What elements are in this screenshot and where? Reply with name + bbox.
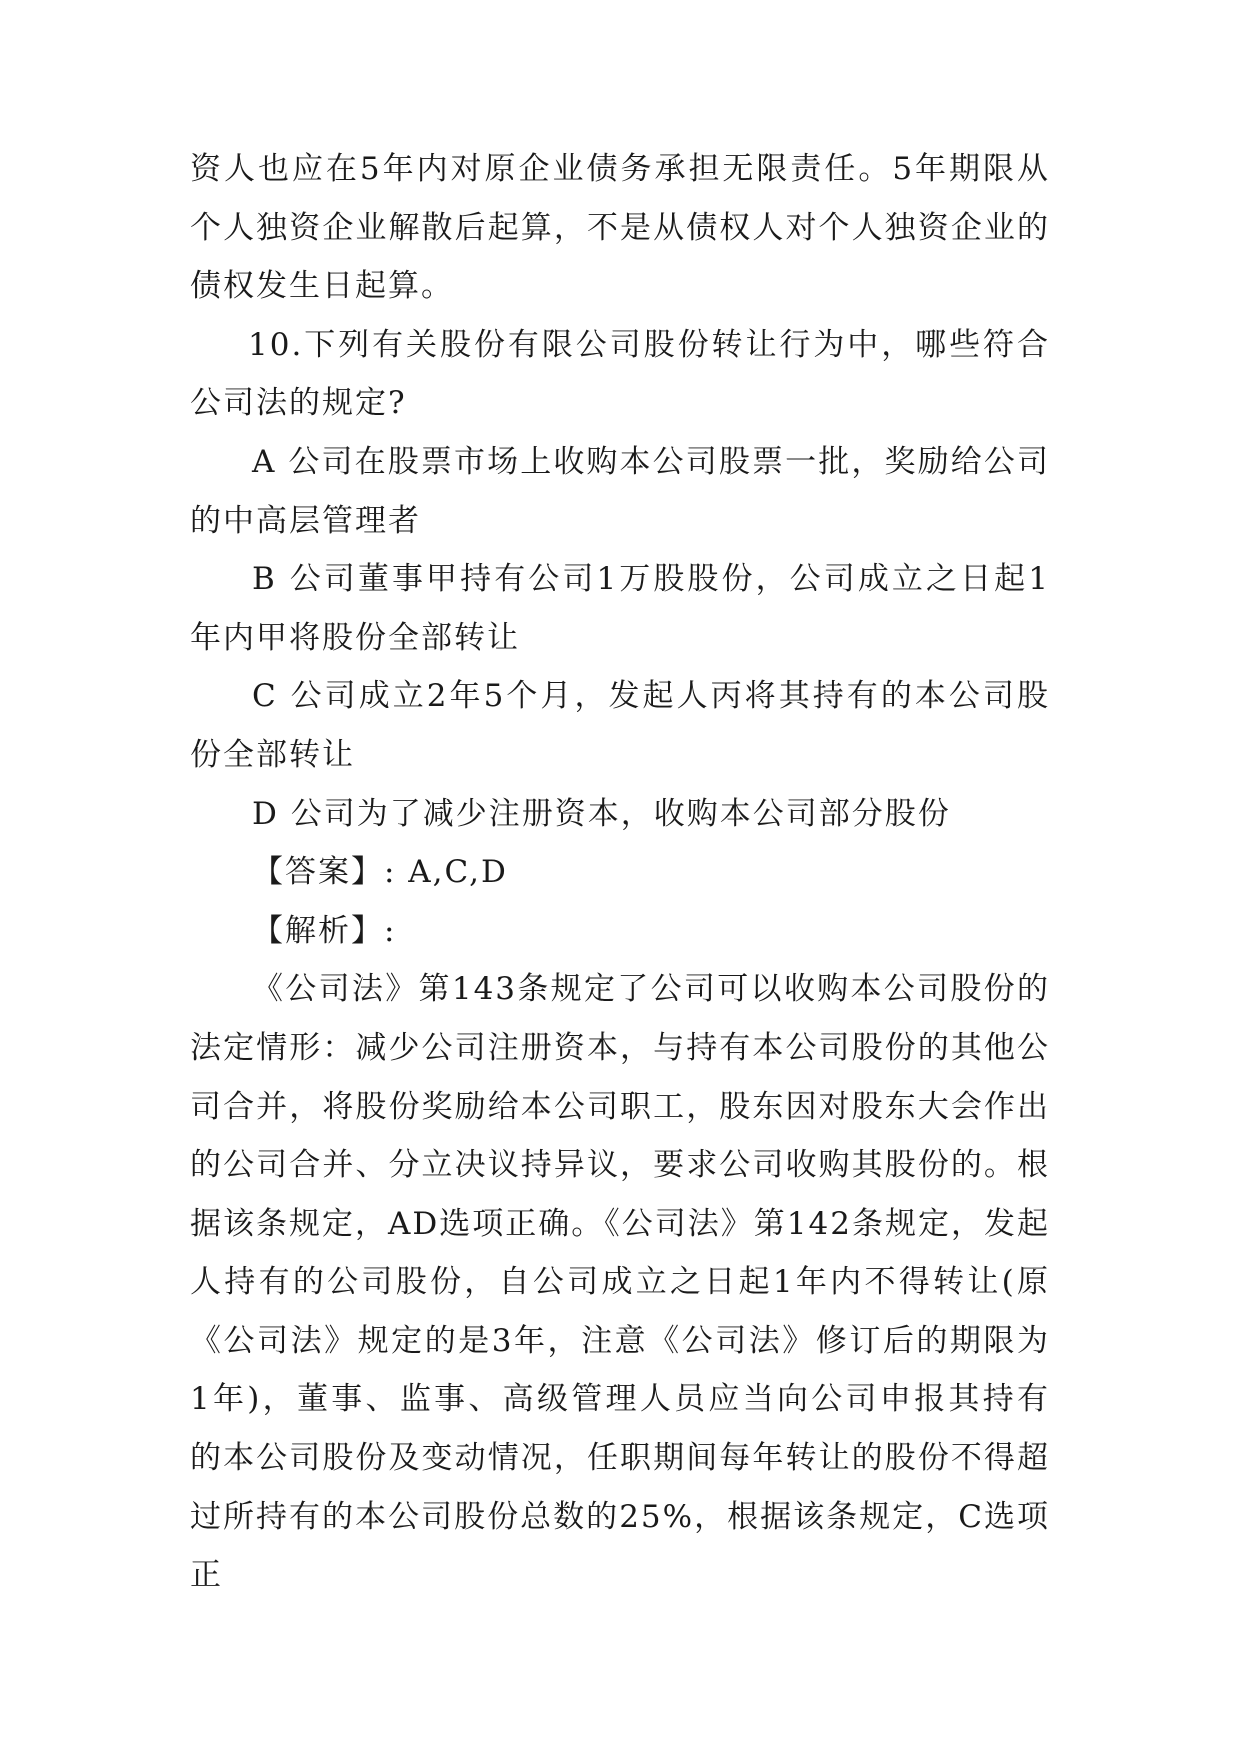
analysis-heading: 【解析】: [252,912,397,949]
answer-line: 【答案】: A,C,D [252,854,508,891]
analysis-body: 《公司法》第143条规定了公司可以收购本公司股份的法定情形：减少公司注册资本，与持有本公司股份的其他公司合并，将股份奖励给本公司职工，股东因对股东大会作出的公司合并、分立决议持异议，要求公司收购其股份的。根据该条规定，AD选项正确。《公司法》第142条规定，发起人持有的公司股份，自公司成立之日起1年内不得转让(原《公司法》规定的是3年，注意《公司法》修订后的期限为1年)，董事、监事、高级管理人员应当向公司申报其持有的本公司股份及变动情况，任职期间每年转让的股份不得超过所持有的本公司股份总数的25%，根据该条规定，C选项正 [190,971,1050,1594]
option-d: D 公司为了减少注册资本，收购本公司部分股份 [252,795,951,832]
option-b: B 公司董事甲持有公司1万股股份，公司成立之日起1年内甲将股份全部转让 [190,561,1050,656]
paragraph-continuation: 资人也应在5年内对原企业债务承担无限责任。5年期限从个人独资企业解散后起算，不是从债权人对个人独资企业的债权发生日起算。 [190,151,1050,305]
document-page [190,140,1050,1605]
option-a: A 公司在股票市场上收购本公司股票一批，奖励给公司的中高层管理者 [190,443,1050,539]
option-c: C 公司成立2年5个月，发起人丙将其持有的本公司股份全部转让 [190,678,1050,773]
question-10: 10.下列有关股份有限公司股份转让行为中，哪些符合公司法的规定? [190,326,1050,422]
